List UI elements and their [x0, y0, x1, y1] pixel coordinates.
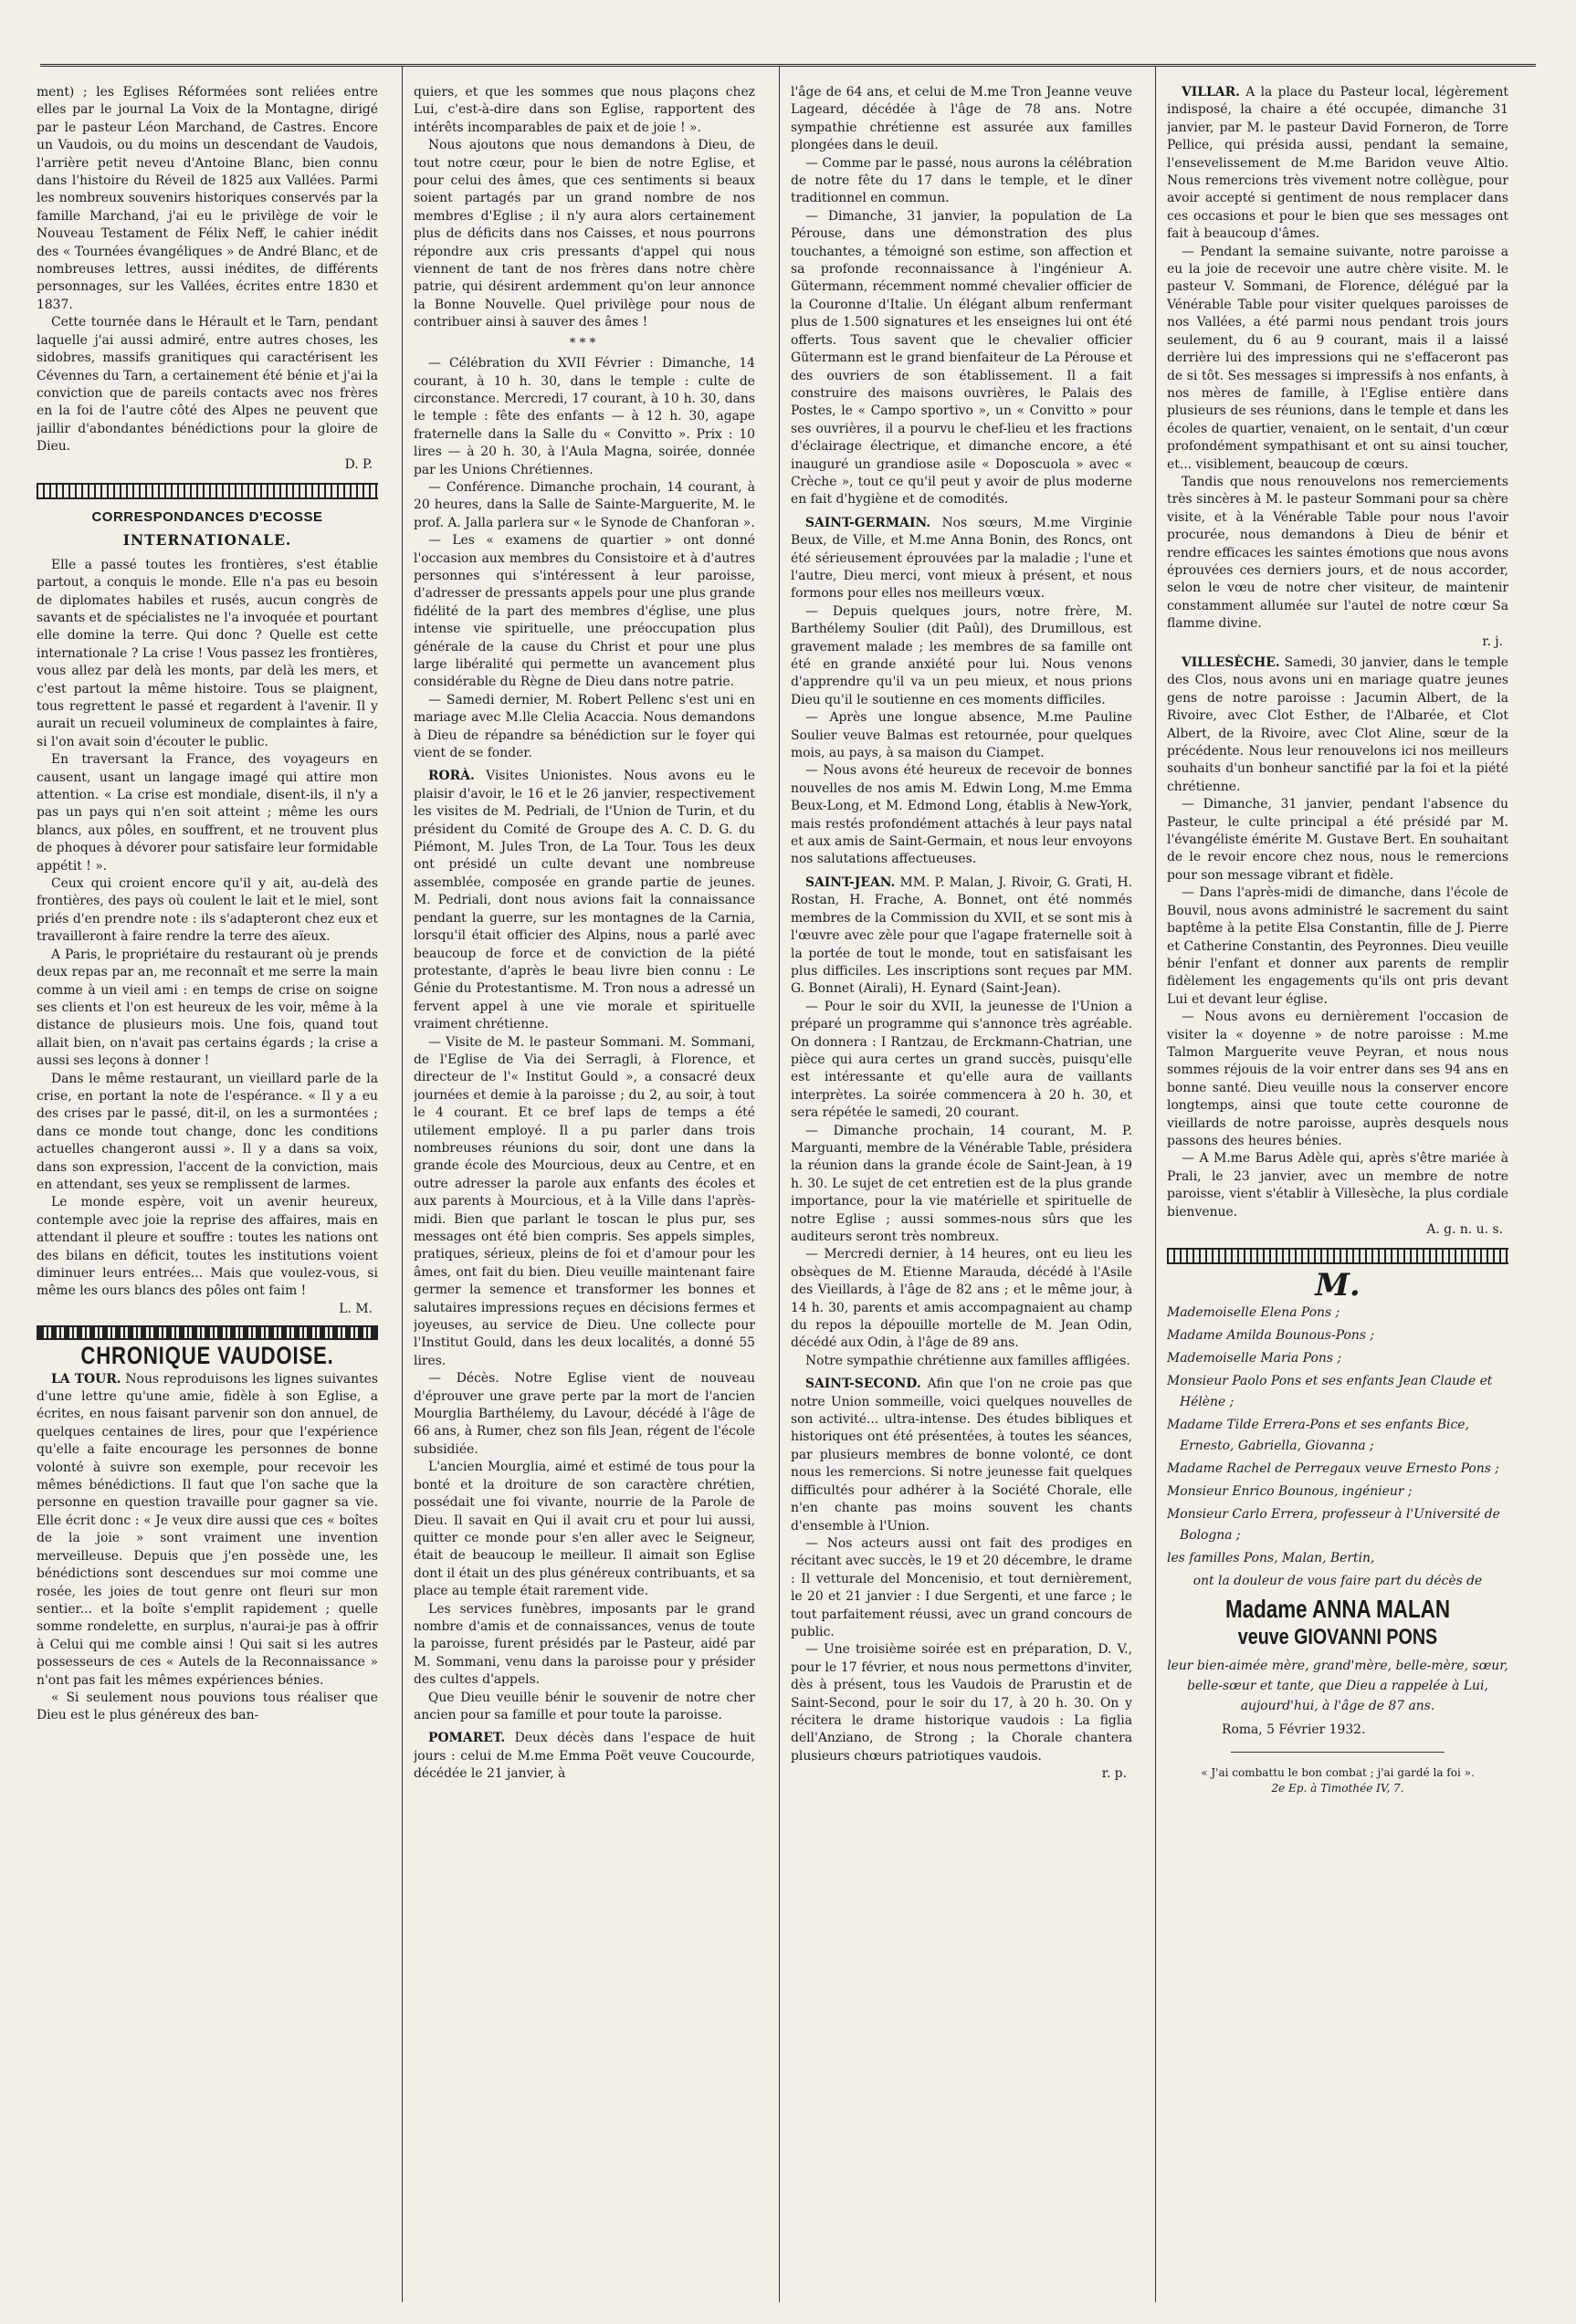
mourner-line: Madame Amilda Bounous-Pons ; — [1167, 1327, 1375, 1343]
paragraph: — Samedi dernier, M. Robert Pellenc s'est uni en mariage avec M.lle Clelia Acaccia. Nous demandons à Dieu de répandre sa bénédiction sur le foyer qui vient de se fonder. — [414, 692, 755, 761]
paragraph: — A M.me Barus Adèle qui, après s'être mariée à Prali, le 23 janvier, avec un membre de notre paroisse, vient s'établir à Villesèche, la plus cordiale bienvenue. — [1167, 1151, 1508, 1220]
paragraph: Elle a passé toutes les frontières, s'est établie partout, a conquis le monde. Elle n'a pas eu besoin de diplomates habiles et rusés, aucun congrès de savants et de spécialistes ne l'a invoquée et pourtant elle domine la terre. Qui donc ? Quelle est cette internationale ? La crise ! Vous passez les frontières, vous allez par delà les monts, par delà les mers, et c'est partout la même histoire. Tous se plaignent, tous regrettent le passé et regardent à l'avenir. Il y aurait un recueil volumineux de complaintes à faire, si l'on avait soin d'écouter le public. — [37, 557, 378, 749]
locality-heading: LA TOUR. — [51, 1371, 121, 1387]
paragraph: MM. P. Malan, J. Rivoir, G. Grati, H. Rostan, H. Frache, A. Bonnet, ont été nommés membres de la Commission du XVII, et se sont mis à l'œuvre avec zèle pour que l'agape fraternelle soit à la portée de tout le monde, tout en satisfaisant les plus difficiles. Les inscriptions sont reçues par MM. G. Bonnet (Airali), H. Eynard (Saint-Jean). — [791, 874, 1132, 997]
article-title: INTERNATIONALE. — [122, 531, 292, 550]
paragraph: Nous ajoutons que nous demandons à Dieu, de tout notre cœur, pour le bien de notre Eglise, et pour celui des âmes, que ces sentiments si beaux soient partagés par un grand nombre de nos membres d'Eglise ; il n'y aura alors certainement plus de déficits dans nos Caisses, et nous pourrons répondre aux cris pressants d'appel qui nous viennent de tant de nos frères dans notre chère patrie, qui désirent ardemment qu'on leur annonce la Bonne Nouvelle. Quel privilège pour nous de contribuer ainsi à sauver des âmes ! — [414, 138, 755, 330]
paragraph: Nous reproduisons les lignes suivantes d'une lettre qu'une amie, fidèle à son Eglise, a écrites, en nous faisant parvenir son don annuel, de quelques centaines de lires, pour que l'expérience qu'elle a faite encourage les personnes de bonne volonté à suivre son exemple, pour recevoir les mêmes bénédictions. Il faut que l'on sache que la personne en question travaille pour gagner sa vie. Elle écrit donc : « Je veux dire aussi que ces « boîtes de la joie » sont vraiment une invention merveilleuse. Depuis que j'en possède une, les bénédictions sont descendues sur moi comme une rosée, les joies de tout genre ont fleuri sur mon sentier... et la boîte s'emplit rapidement ; quelle somme rondelette, en surplus, n'aurai-je pas à offrir à Celui qui me comble ainsi ! Qui sait si les autres possesseurs de ces « Autels de la Reconnaissance » n'ont pas fait les mêmes expériences bénies. — [37, 1371, 378, 1688]
paragraph: l'âge de 64 ans, et celui de M.me Tron Jeanne veuve Lageard, décédée à l'âge de 78 ans. Notre sympathie chrétienne est assurée aux familles plongées dans le deuil. — [791, 85, 1132, 153]
section-heading: CHRONIQUE VAUDOISE. — [80, 1342, 334, 1370]
paragraph: — Visite de M. le pasteur Sommani. M. Sommani, de l'Eglise de Via dei Serragli, à Florence, et directeur de l'« Institut Gould », a consacré deux journées et demie à la paroisse ; du 2, au soir, à tout le 4 courant. Et ce bref laps de temps a été utilement employé. Il a pu parler dans trois nombreuses réunions du soir, dont une dans la grande école des Mourcious, deux au Centre, et en outre adresser la parole aux enfants des écoles et aux parents à Mourcious, et à la Ville dans l'après-midi. Bien que parlant le toscan le plus pur, ses messages ont été bien compris. Ses appels simples, pratiques, sérieux, pleins de foi et d'amour pour les âmes, ont fait du bien. Dieu veuille maintenant faire germer la semence et transformer les bonnes et salutaires impressions reçues en décisions fermes et joyeuses, au service de Dieu. Une collecte pour l'Institut Gould, dans les deux localités, a donné 55 lires. — [414, 1034, 755, 1368]
paragraph: ment) ; les Eglises Réformées sont reliées entre elles par le journal La Voix de la Montagne, dirigé par le pasteur Léon Marchand, de Castres. Encore un Vaudois, ou du moins un descendant de Vaudois, l'arrière petit neveu d'Antoine Blanc, bien connu dans l'histoire du Réveil de 1825 aux Vallées. Parmi les nombreux souvenirs historiques conservés par la famille Marchand, j'ai eu le privilège de voir le Nouveau Testament de Félix Neff, le cahier inédit des « Tournées évangéliques » de André Blanc, et de nombreuses lettres, aussi inédites, de différents personnages, sur les Vallées, écrites entre 1830 et 1837. — [37, 85, 378, 312]
paragraph: — Pendant la semaine suivante, notre paroisse a eu la joie de recevoir une autre chère visite. M. le pasteur V. Sommani, de Florence, délégué par la Vénérable Table pour visiter quelques paroisses de nos Vallées, a été parmi nous pendant trois jours seulement, du 6 au 9 courant, mais il a laissé derrière lui des impressions qui ne s'effaceront pas de si tôt. Ses messages si impressifs à nos enfants, à nos mères de famille, à l'Eglise entière dans plusieurs de ses réunions, dans le temple et dans les écoles de quartier, venaient, on le sentait, d'un cœur profondément sympathisant et ont su ainsi toucher, et... visiblement, beaucoup de cœurs. — [1167, 244, 1508, 472]
paragraph: — Dimanche, 31 janvier, pendant l'absence du Pasteur, le culte principal a été présidé par M. l'évangéliste émérite M. Gustave Bert. En souhaitant de le revoir encore chez nous, nous le remercions pour son message vibrant et fidèle. — [1167, 797, 1508, 883]
locality-heading: SAINT-SECOND. — [805, 1377, 921, 1392]
mourner-line: Monsieur Enrico Bounous, ingénieur ; — [1167, 1483, 1413, 1499]
deceased-name-line2: veuve GIOVANNI PONS — [1237, 1624, 1438, 1649]
paragraph: — Célébration du XVII Février : Dimanche, 14 courant, à 10 h. 30, dans le temple : culte de circonstance. Mercredi, 17 courant, à 10 h. 30, dans le temple : fête des enfants — à 12 h. 30, agape fraternelle dans la Salle du « Convitto ». Prix : 10 lires — à 20 h. 30, à l'Aula Magna, soirée, donnée par les Unions Chrétiennes. — [414, 356, 755, 477]
paragraph: Cette tournée dans le Hérault et le Tarn, pendant laquelle j'ai aussi admiré, entre autres choses, les sidobres, massifs granitiques qui caractérisent les Cévennes du Tarn, a certainement été bénie et j'ai la conviction que de pareils contacts avec nos frères en la foi de l'autre côté des Alpes ne peuvent que jaillir d'abondantes bénédictions pour la gloire de Dieu. — [37, 315, 378, 455]
paragraph: — Pour le soir du XVII, la jeunesse de l'Union a préparé un programme qui s'annonce très agréable. On donnera : I Rantzau, de Erckmann-Chatrian, une pièce qui aura certes un grand succès, puisqu'elle est intéressante et qu'elle aura de vaillants interprètes. La soirée commencera à 20 h. 30, et sera répétée le samedi, 20 courant. — [791, 999, 1132, 1121]
scripture-quote: « J'ai combattu le bon combat ; j'ai gardé la foi ». — [1201, 1766, 1475, 1780]
paragraph: Ceux qui croient encore qu'il y ait, au-delà des frontières, des pays où coulent le lait et le miel, sont priés d'en prendre note : ils s'adapteront chez eux et travailleront à faire rendre la terre des aïeux. — [37, 876, 378, 945]
paragraph: Afin que l'on ne croie pas que notre Union sommeille, voici quelques nouvelles de son activité... ultra-intense. Des études bibliques et historiques ont été présentées, à toutes les séances, par plusieurs membres de bonne volonté, ce dont nous les remercions. Si notre jeunesse fait quelques difficultés pour adhérer à la Société Chorale, elle n'en chante pas moins souvent les chants d'ensemble à l'Union. — [791, 1377, 1132, 1534]
column-rule — [779, 66, 780, 2302]
paragraph: En traversant la France, des voyageurs en causent, usant un langage imagé qui attire mon attention. « La crise est mondiale, disent-ils, il n'y a pas un pays qui n'en soit atteint ; même les ours blancs, aux pôles, en souffrent, et ne trouvent plus de phoques à dévorer pour satisfaire leur formidable appétit ! ». — [37, 752, 378, 874]
mourner-line: les familles Pons, Malan, Bertin, — [1167, 1550, 1375, 1565]
top-rule — [40, 64, 1536, 67]
signature: L. M. — [339, 1301, 373, 1316]
paragraph: Samedi, 30 janvier, dans le temple des Clos, nous avons uni en mariage quatre jeunes gens de notre paroisse : Jacumin Albert, de la Rivoire, avec Clot Esther, de l'Albarée, et Clot Albert, de la Rivoire, avec Clot Aline, sœur de la précédente. Nous leur renouvelons ici nos meilleurs souhaits d'un bonheur sanctifié par la foi et la piété chrétienne. — [1167, 655, 1508, 794]
paragraph: — Décès. Notre Eglise vient de nouveau d'éprouver une grave perte par la mort de l'ancien Mourglia Barthélemy, du Lavour, décédé à l'âge de 66 ans, à Rumer, chez son fils Jean, régent de l'école subsidiée. — [414, 1371, 755, 1457]
notice-description: leur bien-aimée mère, grand'mère, belle-mère, sœur, belle-sœur et tante, que Dieu a rappelée à Lui, aujourd'hui, à l'âge de 87 ans. — [1167, 1658, 1508, 1713]
paragraph: Deux décès dans l'espace de huit jours : celui de M.me Emma Poët veuve Coucourde, décédée le 21 janvier, à — [414, 1731, 755, 1782]
paragraph: L'ancien Mourglia, aimé et estimé de tous pour la bonté et la droiture de son caractère chrétien, possédait une foi vivante, nourrie de la Parole de Dieu. Il savait en Qui il avait cru et pour lui aussi, quitter ce monde pour s'en aller avec le Seigneur, était de beaucoup le meilleur. Il aimait son Eglise dont il était un des plus généreux contribuants, et sa place au temple était rarement vide. — [414, 1460, 755, 1599]
scripture-reference: 2e Ep. à Timothée IV, 7. — [1271, 1782, 1404, 1795]
paragraph: A la place du Pasteur local, légèrement indisposé, la chaire a été occupée, dimanche 31 janvier, par M. le pasteur David Forneron, de Torre Pellice, qui présida aussi, pendant la semaine, l'ensevelissement de M.me Baridon veuve Altio. Nous remercions très vivement notre collègue, pour avoir accepté si gentiment de nous remplacer dans ces occasions et pour le bien que ses messages ont fait à beaucoup d'âmes. — [1167, 85, 1508, 242]
paragraph: Nos sœurs, M.me Virginie Beux, de Ville, et M.me Anna Bonin, des Roncs, ont été sérieusement éprouvées par la maladie ; l'une et l'autre, Dieu merci, vont mieux à présent, et nous formons pour elles nos meilleurs vœux. — [791, 515, 1132, 602]
paragraph: — Dimanche, 31 janvier, la population de La Pérouse, dans une démonstration des plus touchantes, a témoigné son estime, son affection et sa profonde reconnaissance à l'ingénieur A. Gütermann, récemment nommé chevalier officier de la Couronne d'Italie. Un élégant album renfermant plus de 1.500 signatures et les enseignes lui ont été offerts. Tous savent que le chevalier officier Gütermann est le grand bienfaiteur de La Pérouse et des ouvriers de son établissement. Il a fait construire des maisons ouvrières, le Palais des Postes, le « Campo sportivo », un « Convitto » pour ses ouvrières, il a pourvu le chef-lieu et les fractions d'éclairage électrique, et dimanche encore, a été inauguré un grandiose asile « Doposcuola » avec « Crèche », tout ce qu'il peut y avoir de plus moderne en fait d'hygiène et de comodités. — [791, 208, 1132, 508]
paragraph: — Mercredi dernier, à 14 heures, ont eu lieu les obsèques de M. Etienne Marauda, décédé à l'Asile des Vieillards, à l'âge de 82 ans ; et le même jour, à 14 h. 30, parents et amis accompagnaient au champ du repos la dépouille mortelle de M. Jean Odin, décédé aux Odin, à l'âge de 89 ans. — [791, 1247, 1132, 1351]
column-1 — [37, 84, 378, 2298]
mourner-line: Madame Rachel de Perregaux veuve Ernesto Pons ; — [1167, 1460, 1499, 1476]
paragraph: A Paris, le propriétaire du restaurant où je prends deux repas par an, me reconnaît et me serre la main comme à un vieil ami : en temps de crise on soigne ses clients et l'on est heureux de les voir, même à la distance de plusieurs mois. Une fois, quand tout allait bien, on n'avait pas certains égards ; la crise a aussi ses leçons à donner ! — [37, 947, 378, 1069]
column-4 — [1167, 84, 1508, 2298]
column-rule — [402, 66, 403, 2302]
signature: r. j. — [1482, 633, 1503, 649]
paragraph: — Dimanche prochain, 14 courant, M. P. Marguanti, membre de la Vénérable Table, présidera la réunion dans la grande école de Saint-Jean, à 19 h. 30. Le sujet de cet entretien est de la plus grande importance, pour la vie matérielle et spirituelle de notre Eglise ; aussi sommes-nous sûrs que les auditeurs seront très nombreux. — [791, 1123, 1132, 1244]
paragraph: quiers, et que les sommes que nous plaçons chez Lui, c'est-à-dire dans son Eglise, rapportent des intérêts incomparables de paix et de joie ! ». — [414, 85, 755, 135]
paragraph: — Nous avons été heureux de recevoir de bonnes nouvelles de nos amis M. Edwin Long, M.me Emma Beux-Long, et M. Edmond Long, établis à New-York, mais restés profondément attachés à leur pays natal et aux amis de Saint-Germain, et nous leur envoyons nos salutations affectueuses. — [791, 763, 1132, 867]
signature: r. p. — [1101, 1766, 1127, 1782]
signature: D. P. — [344, 456, 373, 472]
deceased-name: Madame ANNA MALAN — [1225, 1594, 1450, 1623]
paragraph: Notre sympathie chrétienne aux familles affligées. — [805, 1353, 1130, 1368]
column-2 — [414, 84, 755, 2298]
paragraph: — Nous avons eu dernièrement l'occasion de visiter la « doyenne » de notre paroisse : M.me Talmon Marguerite veuve Peyran, et nous nous sommes réjouis de la voir entrer dans ses 94 ans en bonne santé. Dieu veuille nous la conserver encore longtemps, ainsi que toute cette couronne de vieillards de notre paroisse, auprès desquels nous passons des heures bénies. — [1167, 1010, 1508, 1148]
locality-heading: VILLAR. — [1182, 85, 1240, 99]
asterism: *** — [569, 335, 600, 351]
section-heading: CORRESPONDANCES D'ECOSSE — [91, 508, 323, 525]
mourner-line: Madame Tilde Errera-Pons et ses enfants Bice, Ernesto, Gabriella, Giovanna ; — [1167, 1417, 1469, 1453]
paragraph: Visites Unionistes. Nous avons eu le plaisir d'avoir, le 16 et le 26 janvier, respectivement les visites de M. Pedriali, de l'Union de Turin, et du président du Comité de Groupe des A. C. D. G. du Piémont, M. Jules Tron, de La Tour. Tous les deux ont présidé un culte devant une nombreuse assemblée, composée en grande partie de jeunes. M. Pedriali, dont nous avions fait la connaissance pendant la guerre, sur les montagnes de la Carnia, lorsqu'il était officier des Alpins, nous a parlé avec beaucoup de force et de conviction de la piété protestante, d'après le beau livre bien connu : Le Génie du Protestantisme. M. Tron nous a adressé un fervent appel à une vie morale et spirituelle vraiment chrétienne. — [414, 769, 755, 1032]
paragraph: « Si seulement nous pouvions tous réaliser que Dieu est le plus généreux des ban- — [37, 1690, 378, 1723]
notice-initial: M. — [1315, 1267, 1361, 1304]
mourner-line: Monsieur Paolo Pons et ses enfants Jean Claude et Hélène ; — [1167, 1373, 1493, 1409]
locality-heading: SAINT-JEAN. — [805, 874, 896, 890]
mourner-line: Mademoiselle Elena Pons ; — [1167, 1304, 1340, 1320]
death-notice — [1167, 1267, 1508, 1796]
signature: A. g. n. u. s. — [1426, 1222, 1503, 1237]
column-rule — [1155, 66, 1156, 2302]
notice-announce: ont la douleur de vous faire part du décès de — [1193, 1573, 1483, 1588]
ornament-divider — [37, 1325, 378, 1340]
paragraph: Dans le même restaurant, un vieillard parle de la crise, en portant la note de l'espérance. « Il y a eu des crises par le passé, dit-il, on les a surmontées ; dans ce monde tout change, donc les conditions actuelles changeront aussi ». Il y a dans sa voix, dans son expression, l'accent de la conviction, mais en attendant, ses yeux se remplissent de larmes. — [37, 1071, 378, 1192]
paragraph: Le monde espère, voit un avenir heureux, contemple avec joie la reprise des affaires, mais en attendant il pleure et souffre : toutes les nations ont des bilans en déficit, toutes les institutions voient diminuer leurs entrées... Mais que voulez-vous, si même les ours blancs des pôles ont faim ! — [37, 1195, 378, 1299]
paragraph: — Une troisième soirée est en préparation, D. V., pour le 17 février, et nous nous permettons d'inviter, dès à présent, tous les Vaudois de Prarustin et de Saint-Second, pour le soir du 17, à 20 h. 30. On y récitera le drame historique vaudois : La figlia dell'Anziano, de Strong ; la Chorale chantera plusieurs chœurs patriotiques vaudois. — [791, 1642, 1132, 1764]
paragraph: — Depuis quelques jours, notre frère, M. Barthélemy Soulier (dit Paûl), des Drumillous, est gravement malade ; les membres de sa famille ont été en grande anxiété pour lui. Nous venons d'apprendre qu'il va un peu mieux, et nous prions Dieu qu'il le soutienne en ces moments difficiles. — [791, 603, 1132, 707]
paragraph: — Les « examens de quartier » ont donné l'occasion aux membres du Consistoire et à d'autres personnes qui s'intéressent à leur paroisse, d'adresser de pressants appels pour une plus grande fidélité de la part des membres d'église, une plus intense vie spirituelle, une préoccupation plus générale de la cause du Christ et pour une plus large libéralité qui permette un avancement plus considérable du Règne de Dieu dans notre patrie. — [414, 533, 755, 690]
mourner-line: Monsieur Carlo Errera, professeur à l'Université de Bologna ; — [1167, 1506, 1500, 1543]
ornament-divider — [1167, 1248, 1508, 1264]
paragraph: Que Dieu veuille bénir le souvenir de notre cher ancien pour sa famille et pour toute la paroisse. — [414, 1690, 755, 1722]
paragraph: — Comme par le passé, nous aurons la célébration de notre fête du 17 dans le temple, et le dîner traditionnel en commun. — [791, 155, 1132, 206]
paragraph: — Après une longue absence, M.me Pauline Soulier veuve Balmas est retournée, pour quelques mois, au pays, à sa maison du Ciampet. — [791, 710, 1132, 761]
ornament-divider — [37, 483, 378, 499]
paragraph: — Conférence. Dimanche prochain, 14 courant, à 20 heures, dans la Salle de Sainte-Marguerite, M. le prof. A. Jalla parlera sur « le Synode de Chanforan ». — [414, 479, 755, 530]
notice-date: Roma, 5 Février 1932. — [1222, 1722, 1366, 1737]
column-3 — [791, 84, 1132, 2298]
separator — [1231, 1752, 1445, 1753]
paragraph: — Dans l'après-midi de dimanche, dans l'école de Bouvil, nous avons administré le sacrement du saint baptême à la petite Elsa Constantin, fille de J. Pierre et Catherine Constantin, des Peyronnes. Dieu veuille bénir l'enfant et donner aux parents de remplir fidèlement les engagements qu'ils ont pris devant Lui et devant leur église. — [1167, 885, 1508, 1007]
paragraph: Tandis que nous renouvelons nos remerciements très sincères à M. le pasteur Sommani pour sa chère visite, et à la Vénérable Table pour nous l'avoir procurée, nous demandons à Dieu de bénir et rendre efficaces les saintes émotions que nous avons éprouvées ces derniers jours, et de nous accorder, selon le vœu de notre cher visiteur, de maintenir constamment allumée sur l'autel de notre cœur Sa flamme divine. — [1167, 474, 1508, 632]
locality-heading: VILLESÈCHE. — [1182, 655, 1280, 670]
mourner-line: Mademoiselle Maria Pons ; — [1167, 1350, 1342, 1366]
locality-heading: RORÀ. — [428, 769, 475, 784]
paragraph: Les services funèbres, imposants par le grand nombre d'amis et de connaissances, venus de toute la paroisse, furent présidés par le Pasteur, aidé par M. Sommani, venu dans la paroisse pour y présider des cultes d'appels. — [414, 1601, 755, 1688]
locality-heading: POMARET. — [428, 1731, 506, 1746]
paragraph: — Nos acteurs aussi ont fait des prodiges en récitant avec succès, le 19 et 20 décembre, le drame : Il vetturale del Moncenisio, et tout dernièrement, le 20 et 21 janvier : I due Sergenti, et une farce ; le tout parfaitement réussi, avec un grand concours de public. — [791, 1535, 1132, 1639]
locality-heading: SAINT-GERMAIN. — [805, 515, 931, 530]
